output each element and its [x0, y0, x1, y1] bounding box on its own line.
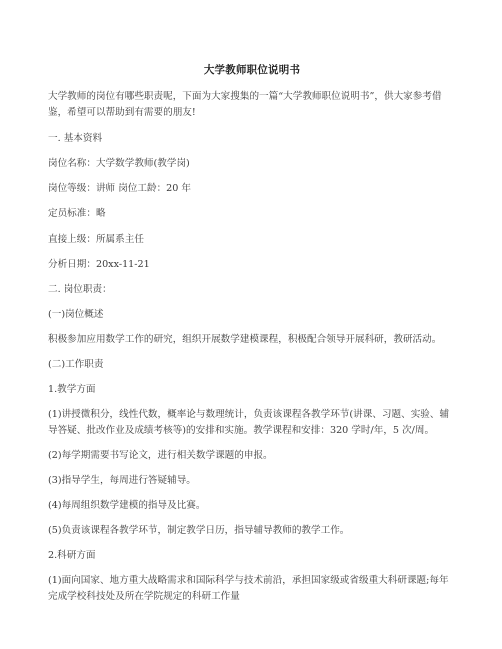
field-position-name: 岗位名称：大学数学教师(教学岗) — [48, 158, 190, 170]
field-position-level: 岗位等级：讲师 岗位工龄：20 年 — [48, 183, 192, 195]
section-heading-duties: 二. 岗位职责： — [48, 283, 112, 295]
overview-paragraph: 积极参加应用数学工作的研究，组织开展数学建模课程，积极配合领导开展科研，教研活动。 — [48, 333, 442, 345]
teaching-item-4: (4)每周组织数学建模的指导及比赛。 — [48, 500, 206, 512]
research-item-1: (1)面向国家、地方重大战略需求和国际科学与技术前沿，承担国家级或省级重大科研课题;每年完成学校科技处及所在学院规定的科研工作量 — [48, 575, 449, 602]
field-analysis-date: 分析日期：20xx-11-21 — [48, 258, 150, 270]
subsection-heading-responsibilities: (二)工作职责 — [48, 359, 104, 371]
teaching-item-5: (5)负责该课程各教学环节，制定教学日历，指导辅导教师的教学工作。 — [48, 525, 350, 537]
field-direct-supervisor: 直接上级：所属系主任 — [48, 233, 144, 245]
teaching-item-3: (3)指导学生，每周进行答疑辅导。 — [48, 475, 196, 486]
document-page — [48, 62, 456, 614]
intro-paragraph: 大学教师的岗位有哪些职责呢，下面为大家搜集的一篇“大学教师职位说明书”，供大家参考借鉴，希望可以帮助到有需要的朋友! — [48, 91, 442, 118]
section-heading-basic-info: 一. 基本资料 — [48, 133, 103, 145]
teaching-item-1: (1)讲授微积分，线性代数，概率论与数理统计，负责该课程各教学环节(讲课、习题、实验、辅导答疑、批改作业及成绩考核等)的安排和实施。教学课程和安排：320 学时/年，5 次/周。 — [48, 409, 450, 436]
field-staffing-standard: 定员标准：略 — [48, 208, 106, 220]
heading-research: 2.科研方面 — [48, 550, 96, 562]
teaching-item-2: (2)每学期需要书写论文，进行相关数学课题的申报。 — [48, 449, 273, 461]
subsection-heading-overview: (一)岗位概述 — [48, 308, 104, 320]
heading-teaching: 1.教学方面 — [48, 384, 96, 396]
document-title: 大学教师职位说明书 — [203, 64, 301, 76]
